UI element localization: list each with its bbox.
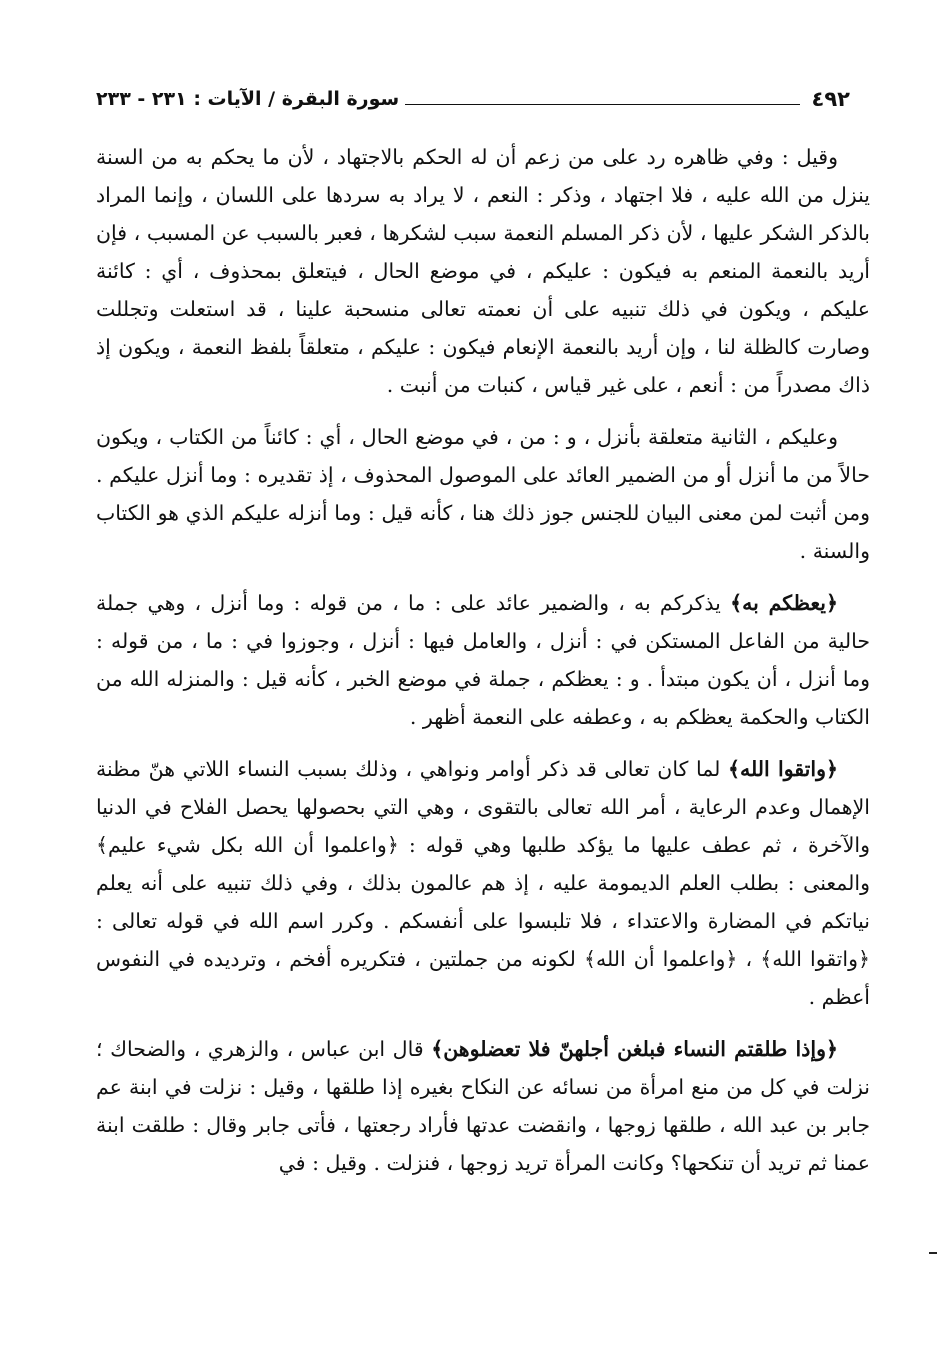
header-title: سورة البقرة / الآيات : ٢٣١ - ٢٣٣ [96, 88, 400, 110]
paragraph [96, 750, 870, 1016]
margin-mark [929, 1252, 937, 1254]
quran-quote: ﴿يعظكم به﴾ [730, 591, 838, 615]
running-header [96, 84, 850, 114]
quran-quote: ﴿وإذا طلقتم النساء فبلغن أجلهنّ فلا تعضلوهن﴾ [431, 1037, 838, 1061]
page-body [96, 138, 870, 1196]
paragraph [96, 418, 870, 570]
paragraph-text: وقيل : وفي ظاهره رد على من زعم أن له الحكم بالاجتهاد ، لأن ما يحكم به من السنة ينزل من الله عليه ، فلا اجتهاد ، وذكر : النعم ، لا يراد به سردها على اللسان ، وإنما المراد بالذكر الشكر عليها ، لأن ذكر المسلم النعمة سبب لشكرها ، فعبر بالسبب عن المسبب ، فإن أريد بالنعمة المنعم به فيكون : عليكم ، في موضع الحال ، فيتعلق بمحذوف ، أي : كائنة عليكم ، ويكون في ذلك تنبيه على أن نعمته تعالى منسحبة علينا ، قد استعلت وتجللت وصارت كالظلة لنا ، وإن أريد بالنعمة الإنعام فيكون : عليكم ، متعلقاً بلفظ النعمة ، ويكون إذ ذاك مصدراً من : أنعم ، على غير قياس ، كنبات من أنبت . [96, 145, 870, 397]
page-number: ٤٩٢ [811, 87, 850, 111]
paragraph [96, 138, 870, 404]
paragraph-text: يذكركم به ، والضمير عائد على : ما ، من قوله : وما أنزل ، وهي جملة حالية من الفاعل المستكن في : أنزل ، والعامل فيها : أنزل ، وجوزوا في : ما ، من قوله : وما أنزل ، أن يكون مبتدأ . و : يعظكم ، جملة في موضع الخبر ، كأنه قيل : والمنزله الله من الكتاب والحكمة يعظكم به ، وعطفه على النعمة أظهر . [96, 591, 870, 729]
paragraph-text: قال ابن عباس ، والزهري ، والضحاك ؛ نزلت في كل من منع امرأة من نسائه عن النكاح بغيره إذا طلقها ، وقيل : نزلت في ابنة عم جابر بن عبد الله ، طلقها زوجها ، وانقضت عدتها فأراد رجعتها ، فأتى جابر وقال : طلقت ابنة عمنا ثم تريد أن تنكحها؟ وكانت المرأة تريد زوجها ، فنزلت . وقيل : في [96, 1037, 870, 1175]
paragraph [96, 1030, 870, 1182]
paragraph-text: وعليكم ، الثانية متعلقة بأنزل ، و : من ، في موضع الحال ، أي : كائناً من الكتاب ، ويكون حالاً من ما أنزل أو من الضمير العائد على الموصول المحذوف ، إذ تقديره : وما أنزل عليكم . ومن أثبت لمن معنى البيان للجنس جوز ذلك هنا ، كأنه قيل : وما أنزله عليكم الذي هو الكتاب والسنة . [96, 425, 870, 563]
quran-quote: ﴿واتقوا الله﴾ [728, 757, 838, 781]
paragraph-text: لما كان تعالى قد ذكر أوامر ونواهي ، وذلك بسبب النساء اللاتي هنّ مظنة الإهمال وعدم الرعاية ، أمر الله تعالى بالتقوى ، وهي التي بحصولها يحصل الفلاح في الدنيا والآخرة ، ثم عطف عليها ما يؤكد طلبها وهي قوله : ﴿واعلموا أن الله بكل شيء عليم﴾ والمعنى : بطلب العلم الديمومة عليه ، إذ هم عالمون بذلك ، وفي ذلك تنبيه على أنه يعلم نياتكم في المضارة والاعتداء ، فلا تلبسوا على أنفسكم . وكرر اسم الله في قوله تعالى : ﴿واتقوا الله﴾ ، ﴿واعلموا أن الله﴾ لكونه من جملتين ، فتكريره أفخم ، وترديده في النفوس أعظم . [96, 757, 870, 1009]
header-rule [405, 104, 799, 105]
paragraph [96, 584, 870, 736]
